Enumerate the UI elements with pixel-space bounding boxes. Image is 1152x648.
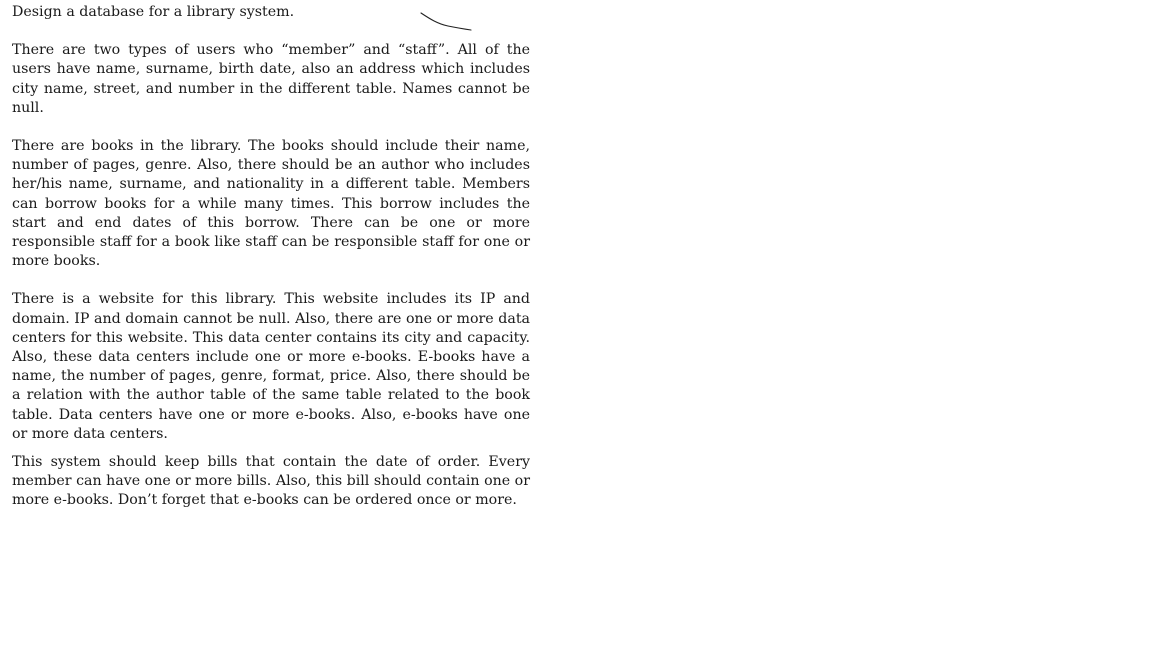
paragraph-users: There are two types of users who “member” and “staff”. All of the users have name, surname, birth date, also an address which includes city name, street, and number in the different table. Names cannot be null. — [12, 42, 530, 116]
document-title: Design a database for a library system. — [12, 4, 295, 20]
pen-stroke-mark — [418, 9, 474, 35]
paragraph-bills: This system should keep bills that contain the date of order. Every member can have one or more bills. Also, this bill should contain one or more e-books. Don’t forget that e-books can be ordered once or more. — [12, 454, 530, 509]
paragraph-books: There are books in the library. The books should include their name, number of pages, genre. Also, there should be an author who includes her/his name, surname, and nationality in a different table. Members can borrow books for a while many times. This borrow includes the start and end dates of this borrow. There can be one or more responsible staff for a book like staff can be responsible staff for one or more books. — [12, 138, 530, 270]
paragraph-website: There is a website for this library. This website includes its IP and domain. IP and domain cannot be null. Also, there are one or more data centers for this website. This data center contains its city and capacity. Also, these data centers include one or more e-books. E-books have a name, the number of pages, genre, format, price. Also, there should be a relation with the author table of the same table related to the book table. Data centers have one or more e-books. Also, e-books have one or more data centers. — [12, 291, 530, 442]
document-body — [12, 3, 530, 530]
